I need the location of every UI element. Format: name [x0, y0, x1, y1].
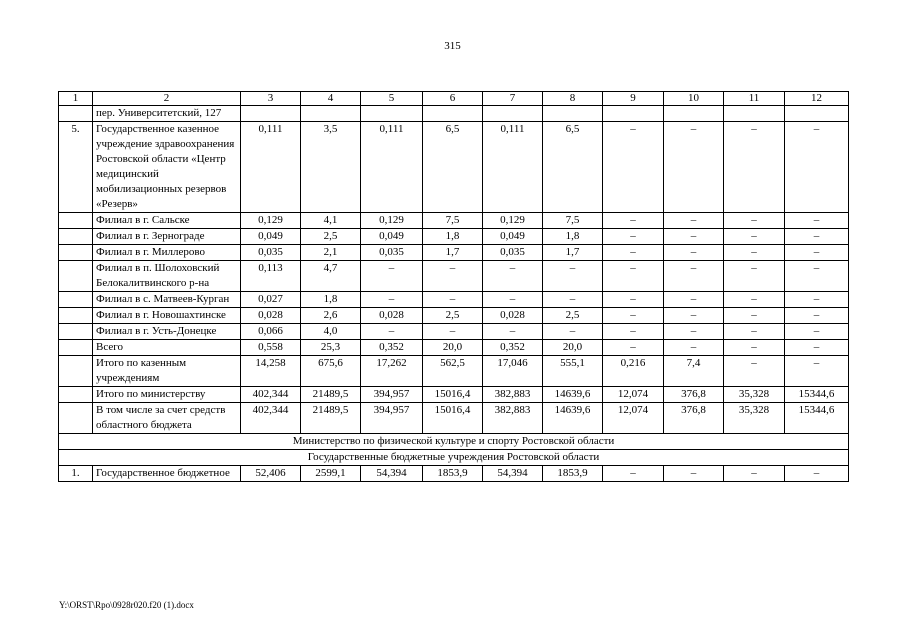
header-cell: 4 — [301, 92, 361, 106]
value-cell: 0,028 — [361, 308, 423, 324]
value-cell: – — [664, 229, 724, 245]
page-number: 315 — [444, 40, 461, 52]
value-cell: – — [664, 308, 724, 324]
value-cell: – — [664, 340, 724, 356]
value-cell: – — [664, 292, 724, 308]
value-cell: – — [724, 466, 785, 482]
table-row — [59, 292, 849, 308]
value-cell: 7,5 — [423, 213, 483, 229]
value-cell: – — [785, 340, 849, 356]
value-cell: – — [785, 356, 849, 387]
header-cell: 10 — [664, 92, 724, 106]
value-cell: – — [483, 261, 543, 292]
value-cell: 1,8 — [543, 229, 603, 245]
value-cell: 394,957 — [361, 403, 423, 434]
table-row — [59, 261, 849, 292]
row-number-cell: 1. — [59, 466, 93, 482]
row-number-cell — [59, 356, 93, 387]
value-cell: – — [724, 245, 785, 261]
value-cell: 1,8 — [423, 229, 483, 245]
row-name-cell: Итого по министерству — [93, 387, 241, 403]
row-name-cell: пер. Университетский, 127 — [93, 106, 241, 122]
value-cell: 17,262 — [361, 356, 423, 387]
value-cell: – — [603, 292, 664, 308]
value-cell: 15016,4 — [423, 387, 483, 403]
value-cell: 1,7 — [423, 245, 483, 261]
value-cell: – — [785, 292, 849, 308]
value-cell — [724, 106, 785, 122]
value-cell: 1853,9 — [423, 466, 483, 482]
value-cell: – — [724, 122, 785, 213]
value-cell: 0,028 — [241, 308, 301, 324]
value-cell: 0,113 — [241, 261, 301, 292]
value-cell: 0,049 — [241, 229, 301, 245]
row-name-cell: Филиал в г. Новошахтинске — [93, 308, 241, 324]
value-cell: – — [423, 292, 483, 308]
value-cell: 382,883 — [483, 387, 543, 403]
value-cell: 0,352 — [361, 340, 423, 356]
value-cell: 21489,5 — [301, 387, 361, 403]
table-row — [59, 466, 849, 482]
table-row — [59, 106, 849, 122]
value-cell: 0,035 — [241, 245, 301, 261]
value-cell: – — [543, 261, 603, 292]
row-name-cell: Филиал в п. Шолоховский Белокалитвинского р-на — [93, 261, 241, 292]
value-cell: 17,046 — [483, 356, 543, 387]
value-cell — [423, 106, 483, 122]
file-path-footer: Y:\ORST\Rpo\0928r020.f20 (1).docx — [59, 600, 194, 610]
value-cell: 382,883 — [483, 403, 543, 434]
value-cell: 20,0 — [423, 340, 483, 356]
table-row — [59, 308, 849, 324]
row-name-cell: Государственное бюджетное — [93, 466, 241, 482]
value-cell: 2,5 — [543, 308, 603, 324]
value-cell: – — [543, 292, 603, 308]
value-cell: 0,035 — [483, 245, 543, 261]
value-cell: 0,129 — [241, 213, 301, 229]
value-cell: – — [423, 324, 483, 340]
data-table — [58, 91, 849, 482]
value-cell: – — [603, 261, 664, 292]
table-row — [59, 340, 849, 356]
value-cell: – — [603, 229, 664, 245]
value-cell: 6,5 — [423, 122, 483, 213]
row-name-cell: В том числе за счет средств областного бюджета — [93, 403, 241, 434]
value-cell: – — [724, 324, 785, 340]
value-cell: 4,1 — [301, 213, 361, 229]
value-cell: 2,6 — [301, 308, 361, 324]
value-cell: 21489,5 — [301, 403, 361, 434]
value-cell: 14639,6 — [543, 387, 603, 403]
value-cell: 54,394 — [361, 466, 423, 482]
header-cell: 6 — [423, 92, 483, 106]
value-cell — [361, 106, 423, 122]
value-cell: 0,216 — [603, 356, 664, 387]
value-cell: 1,7 — [543, 245, 603, 261]
table-row — [59, 229, 849, 245]
value-cell: – — [785, 245, 849, 261]
value-cell: 15344,6 — [785, 387, 849, 403]
value-cell: 14639,6 — [543, 403, 603, 434]
row-number-cell — [59, 229, 93, 245]
value-cell: – — [785, 324, 849, 340]
value-cell: – — [785, 229, 849, 245]
value-cell: 376,8 — [664, 387, 724, 403]
value-cell — [301, 106, 361, 122]
value-cell: – — [664, 213, 724, 229]
value-cell: 12,074 — [603, 387, 664, 403]
value-cell: 35,328 — [724, 403, 785, 434]
value-cell: 0,111 — [483, 122, 543, 213]
value-cell: 2,5 — [301, 229, 361, 245]
row-number-cell — [59, 106, 93, 122]
value-cell: 0,049 — [361, 229, 423, 245]
row-name-cell: Итого по казенным учреждениям — [93, 356, 241, 387]
value-cell: – — [603, 122, 664, 213]
table-row — [59, 324, 849, 340]
value-cell: 394,957 — [361, 387, 423, 403]
value-cell — [664, 106, 724, 122]
value-cell — [241, 106, 301, 122]
value-cell: 562,5 — [423, 356, 483, 387]
row-number-cell — [59, 403, 93, 434]
table-row — [59, 387, 849, 403]
value-cell: 0,558 — [241, 340, 301, 356]
value-cell: – — [361, 324, 423, 340]
row-number-cell — [59, 324, 93, 340]
row-name-cell: Государственное казенное учреждение здравоохранения Ростовской области «Центр медицинский мобилизационных резервов «Резерв» — [93, 122, 241, 213]
value-cell: 0,352 — [483, 340, 543, 356]
table-row — [59, 403, 849, 434]
header-row — [59, 92, 849, 106]
value-cell: 15344,6 — [785, 403, 849, 434]
row-name-cell: Филиал в г. Миллерово — [93, 245, 241, 261]
value-cell: – — [603, 340, 664, 356]
value-cell — [603, 106, 664, 122]
value-cell: – — [785, 213, 849, 229]
value-cell: 14,258 — [241, 356, 301, 387]
value-cell: – — [664, 324, 724, 340]
row-name-cell: Всего — [93, 340, 241, 356]
value-cell — [785, 106, 849, 122]
value-cell: 2,1 — [301, 245, 361, 261]
header-cell: 7 — [483, 92, 543, 106]
row-number-cell — [59, 387, 93, 403]
value-cell: – — [483, 292, 543, 308]
value-cell: 1853,9 — [543, 466, 603, 482]
row-name-cell: Филиал в г. Усть-Донецке — [93, 324, 241, 340]
value-cell: 7,4 — [664, 356, 724, 387]
value-cell: 2,5 — [423, 308, 483, 324]
section-heading-institutions: Государственные бюджетные учреждения Ростовской области — [59, 450, 849, 466]
value-cell: 0,049 — [483, 229, 543, 245]
value-cell: 402,344 — [241, 387, 301, 403]
value-cell: – — [423, 261, 483, 292]
value-cell — [483, 106, 543, 122]
value-cell: – — [603, 308, 664, 324]
value-cell: 0,111 — [361, 122, 423, 213]
value-cell: – — [603, 245, 664, 261]
value-cell: 0,129 — [361, 213, 423, 229]
table-row — [59, 122, 849, 213]
value-cell: 3,5 — [301, 122, 361, 213]
value-cell: 376,8 — [664, 403, 724, 434]
value-cell: 4,0 — [301, 324, 361, 340]
section-heading-institutions-row — [59, 450, 849, 466]
row-number-cell — [59, 261, 93, 292]
value-cell: – — [724, 229, 785, 245]
value-cell: 7,5 — [543, 213, 603, 229]
header-cell: 8 — [543, 92, 603, 106]
value-cell: – — [664, 245, 724, 261]
value-cell: – — [724, 261, 785, 292]
value-cell: – — [785, 308, 849, 324]
row-number-cell — [59, 308, 93, 324]
header-cell: 3 — [241, 92, 301, 106]
header-cell: 11 — [724, 92, 785, 106]
value-cell: – — [724, 308, 785, 324]
value-cell: – — [724, 340, 785, 356]
row-number-cell: 5. — [59, 122, 93, 213]
value-cell: – — [724, 356, 785, 387]
row-name-cell: Филиал в с. Матвеев-Курган — [93, 292, 241, 308]
value-cell: 0,035 — [361, 245, 423, 261]
value-cell: – — [361, 292, 423, 308]
row-number-cell — [59, 340, 93, 356]
value-cell: 0,028 — [483, 308, 543, 324]
value-cell — [543, 106, 603, 122]
value-cell: 402,344 — [241, 403, 301, 434]
value-cell: 15016,4 — [423, 403, 483, 434]
row-number-cell — [59, 245, 93, 261]
header-cell: 12 — [785, 92, 849, 106]
value-cell: 25,3 — [301, 340, 361, 356]
header-cell: 9 — [603, 92, 664, 106]
value-cell: 4,7 — [301, 261, 361, 292]
value-cell: 54,394 — [483, 466, 543, 482]
value-cell: – — [785, 261, 849, 292]
value-cell: 2599,1 — [301, 466, 361, 482]
value-cell: – — [664, 122, 724, 213]
value-cell: – — [603, 213, 664, 229]
section-heading-ministry: Министерство по физической культуре и спорту Ростовской области — [59, 434, 849, 450]
value-cell: – — [603, 324, 664, 340]
row-name-cell: Филиал в г. Сальске — [93, 213, 241, 229]
header-cell: 1 — [59, 92, 93, 106]
row-name-cell: Филиал в г. Зернограде — [93, 229, 241, 245]
table-row — [59, 245, 849, 261]
value-cell: – — [483, 324, 543, 340]
header-cell: 5 — [361, 92, 423, 106]
value-cell: – — [603, 466, 664, 482]
table-row — [59, 213, 849, 229]
value-cell: 675,6 — [301, 356, 361, 387]
value-cell: 555,1 — [543, 356, 603, 387]
section-heading-ministry-row — [59, 434, 849, 450]
value-cell: – — [785, 466, 849, 482]
value-cell: 0,027 — [241, 292, 301, 308]
value-cell: 12,074 — [603, 403, 664, 434]
row-number-cell — [59, 292, 93, 308]
value-cell: – — [724, 292, 785, 308]
value-cell: – — [664, 261, 724, 292]
value-cell: 0,066 — [241, 324, 301, 340]
value-cell: 0,129 — [483, 213, 543, 229]
header-cell: 2 — [93, 92, 241, 106]
value-cell: 35,328 — [724, 387, 785, 403]
row-number-cell — [59, 213, 93, 229]
table-row — [59, 356, 849, 387]
value-cell: 52,406 — [241, 466, 301, 482]
value-cell: – — [664, 466, 724, 482]
value-cell: 20,0 — [543, 340, 603, 356]
value-cell: – — [785, 122, 849, 213]
value-cell: – — [543, 324, 603, 340]
value-cell: – — [361, 261, 423, 292]
value-cell: 1,8 — [301, 292, 361, 308]
value-cell: 6,5 — [543, 122, 603, 213]
value-cell: 0,111 — [241, 122, 301, 213]
value-cell: – — [724, 213, 785, 229]
